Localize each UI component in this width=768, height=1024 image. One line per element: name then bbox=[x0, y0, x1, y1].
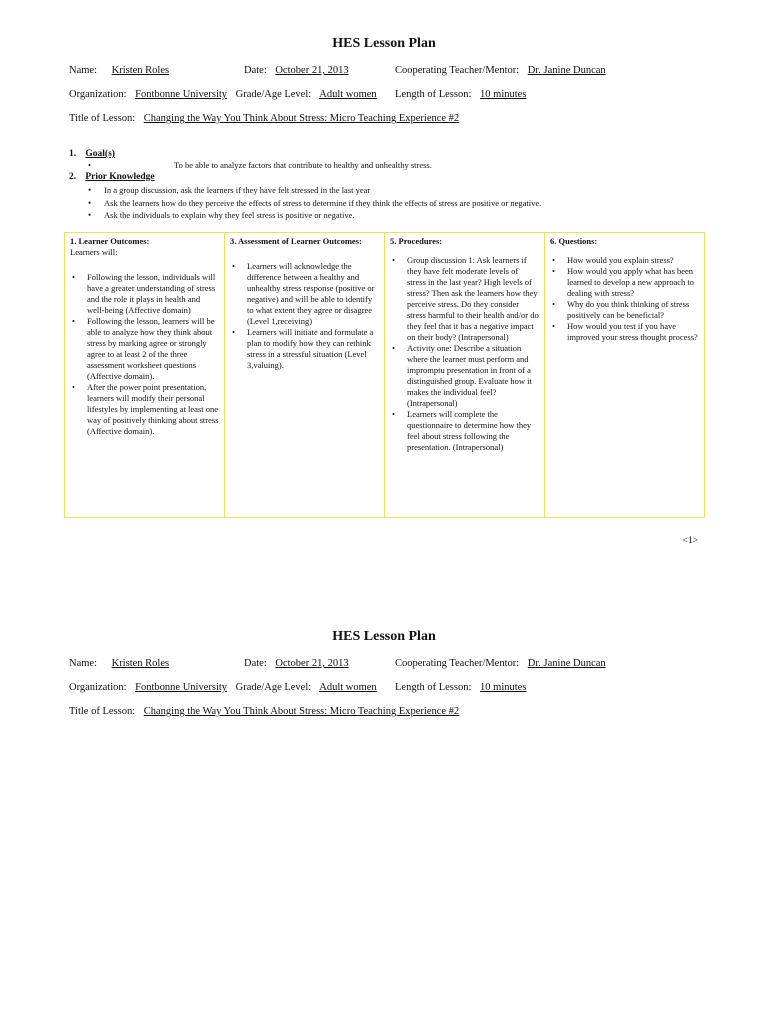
grade-value: Adult women bbox=[319, 682, 377, 693]
mentor-value: Dr. Janine Duncan bbox=[527, 65, 606, 76]
date-row bbox=[244, 658, 349, 669]
document-title: HES Lesson Plan bbox=[332, 36, 436, 51]
org-value: Fontbonne University bbox=[135, 89, 228, 100]
list-item: • Following the lesson, individuals will have a greater understanding of stress and the role it plays in health and well-being (Affective domain) bbox=[70, 272, 219, 316]
date-value: October 21, 2013 bbox=[275, 65, 349, 76]
document-title: HES Lesson Plan bbox=[332, 629, 436, 644]
goals-title: Goal(s) bbox=[85, 149, 115, 159]
grade-label: Grade/Age Level: bbox=[235, 89, 312, 100]
date-value: October 21, 2013 bbox=[275, 658, 349, 669]
grade-value: Adult women bbox=[319, 89, 377, 100]
date-label: Date: bbox=[244, 65, 267, 76]
org-row bbox=[69, 89, 377, 100]
questions-list bbox=[550, 255, 699, 343]
questions-heading: 6. Questions: bbox=[550, 236, 598, 246]
length-row bbox=[395, 682, 526, 693]
date-label: Date: bbox=[244, 658, 267, 669]
lesson-title-label: Title of Lesson: bbox=[69, 113, 136, 124]
length-value: 10 minutes bbox=[480, 682, 527, 693]
procedures-cell bbox=[385, 233, 545, 518]
learner-outcomes-heading: 1. Learner Outcomes: bbox=[70, 236, 150, 246]
list-item: • Ask the individuals to explain why they feel stress is positive or negative. bbox=[86, 209, 541, 222]
grade-label: Grade/Age Level: bbox=[235, 682, 312, 693]
mentor-row bbox=[395, 658, 606, 669]
page-number: <1> bbox=[682, 536, 698, 546]
list-item: • After the power point presentation, learners will modify their personal lifestyles by implementing at least one way of positively thinking about stress (Affective domain). bbox=[70, 382, 219, 437]
length-label: Length of Lesson: bbox=[395, 682, 472, 693]
date-row bbox=[244, 65, 349, 76]
list-item: • How would you test if you have improved your stress thought process? bbox=[550, 321, 699, 343]
lesson-title-label: Title of Lesson: bbox=[69, 706, 136, 717]
org-value: Fontbonne University bbox=[135, 682, 228, 693]
org-row bbox=[69, 682, 377, 693]
mentor-label: Cooperating Teacher/Mentor: bbox=[395, 658, 520, 669]
goals-number: 1. bbox=[69, 149, 77, 159]
lesson-grid bbox=[64, 232, 705, 518]
learner-outcomes-list bbox=[70, 272, 219, 437]
list-item: • Activity one: Describe a situation where the learner must perform and impromptu presentation in front of a distinguished group. Evaluate how it makes the individual feel? (Intrapersonal) bbox=[390, 343, 539, 409]
name-row bbox=[69, 65, 169, 76]
lesson-title-value: Changing the Way You Think About Stress: Micro Teaching Experience #2 bbox=[143, 113, 460, 124]
procedures-heading: 5. Procedures: bbox=[390, 236, 443, 246]
procedures-list bbox=[390, 255, 539, 453]
learner-outcomes-cell bbox=[65, 233, 225, 518]
mentor-label: Cooperating Teacher/Mentor: bbox=[395, 65, 520, 76]
length-value: 10 minutes bbox=[480, 89, 527, 100]
prior-number: 2. bbox=[69, 172, 77, 182]
mentor-value: Dr. Janine Duncan bbox=[527, 658, 606, 669]
learner-outcomes-sub: Learners will: bbox=[70, 247, 118, 257]
list-item: • In a group discussion, ask the learners if they have felt stressed in the last year bbox=[86, 184, 541, 197]
prior-title: Prior Knowledge bbox=[85, 172, 155, 182]
org-label: Organization: bbox=[69, 682, 127, 693]
name-row bbox=[69, 658, 169, 669]
lesson-title-row bbox=[69, 706, 459, 717]
name-label: Name: bbox=[69, 658, 97, 669]
list-item: • Learners will complete the questionnaire to determine how they feel about stress following the presentation. (Intrapersonal) bbox=[390, 409, 539, 453]
assessment-cell bbox=[225, 233, 385, 518]
list-item: • Ask the learners how do they perceive the effects of stress to determine if they think the effects of stress are positive or negative. bbox=[86, 197, 541, 210]
list-item: • How would you explain stress? bbox=[550, 255, 699, 266]
assessment-heading: 3. Assessment of Learner Outcomes: bbox=[230, 236, 362, 246]
list-item: • Following the lesson, learners will be able to analyze how they think about stress by marking agree or strongly agree to at least 2 of the three assessment worksheet questions (Affective domain). bbox=[70, 316, 219, 382]
mentor-row bbox=[395, 65, 606, 76]
lesson-title-value: Changing the Way You Think About Stress: Micro Teaching Experience #2 bbox=[143, 706, 460, 717]
list-item: • Learners will initiate and formulate a plan to modify how they can rethink stress in a stressful situation (Level 3,valuing). bbox=[230, 327, 379, 371]
name-value: Kristen Roles bbox=[111, 658, 170, 669]
list-item: • Learners will acknowledge the difference between a healthy and unhealthy stress response (positive or negative) and will be able to identify to what extent they agree or disagree (Level 1,receiving) bbox=[230, 261, 379, 327]
prior-knowledge-list bbox=[86, 184, 541, 222]
length-row bbox=[395, 89, 526, 100]
name-label: Name: bbox=[69, 65, 97, 76]
questions-cell bbox=[545, 233, 705, 518]
list-item: • How would you apply what has been learned to develop a new approach to dealing with stress? bbox=[550, 266, 699, 299]
bullet-icon: • bbox=[88, 160, 91, 170]
list-item: • Group discussion 1: Ask learners if they have felt moderate levels of stress in the last year? High levels of stress? Then ask the learners how they perceive stress. Do they consider stress harmful to their health and/or do they feel that it has a negative impact on their body? (Intrapersonal) bbox=[390, 255, 539, 343]
goals-heading bbox=[69, 149, 115, 159]
prior-heading bbox=[69, 172, 155, 182]
goal-text: To be able to analyze factors that contribute to healthy and unhealthy stress. bbox=[174, 160, 432, 170]
org-label: Organization: bbox=[69, 89, 127, 100]
name-value: Kristen Roles bbox=[111, 65, 170, 76]
list-item: • Why do you think thinking of stress positively can be beneficial? bbox=[550, 299, 699, 321]
lesson-title-row bbox=[69, 113, 459, 124]
assessment-list bbox=[230, 261, 379, 371]
length-label: Length of Lesson: bbox=[395, 89, 472, 100]
